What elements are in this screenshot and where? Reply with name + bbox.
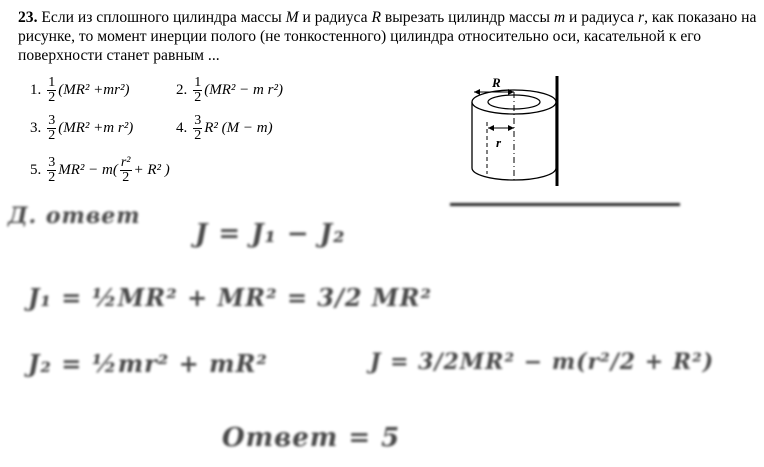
- solution-line-3-right: J = 3/2MR² − m(r²/2 + R²): [370, 349, 715, 375]
- option-expression-a: MR² − m(: [58, 162, 118, 178]
- problem-text-1: Если из сплошного цилиндра массы: [41, 9, 286, 26]
- option-number: 2.: [176, 82, 188, 98]
- fraction: [193, 114, 202, 143]
- answer-option-3[interactable]: [30, 114, 133, 143]
- option-expression-b: + R² ): [133, 162, 170, 178]
- numerator: r²: [120, 155, 131, 170]
- var-R: R: [371, 9, 381, 26]
- numerator: 3: [194, 113, 202, 128]
- answer-option-5[interactable]: [30, 156, 170, 185]
- blurred-handwritten-solution: [0, 185, 764, 467]
- option-number: 1.: [30, 82, 42, 98]
- cylinder-figure: [462, 70, 582, 190]
- numerator: 3: [48, 113, 56, 128]
- problem-text-3: вырезать цилиндр массы: [381, 9, 554, 26]
- label-r: r: [496, 135, 502, 150]
- answer-option-2[interactable]: [176, 76, 283, 105]
- option-expression: (MR² +m r²): [58, 120, 134, 136]
- denominator: 2: [122, 170, 130, 185]
- denominator: 2: [48, 90, 56, 105]
- solution-line-3-left: J₂ = ½mr² + mR²: [28, 349, 268, 378]
- numerator: 3: [48, 155, 56, 170]
- solution-line-2: J₁ = ½MR² + MR² = 3/2 MR²: [28, 283, 432, 312]
- solution-line-1-left: Д. ответ: [8, 203, 141, 229]
- var-M: M: [285, 9, 299, 26]
- numerator: 1: [48, 75, 56, 90]
- answer-option-1[interactable]: [30, 76, 129, 105]
- fraction: [47, 114, 56, 143]
- var-m: m: [553, 9, 566, 26]
- fraction: [47, 76, 56, 105]
- problem-text-4: и радиуса: [565, 9, 638, 26]
- fraction: [47, 156, 56, 185]
- option-number: 5.: [30, 162, 42, 178]
- solution-line-4: Ответ = 5: [222, 423, 401, 453]
- pixel-stroke: [450, 203, 680, 206]
- numerator: 1: [194, 75, 202, 90]
- option-expression: R² (M − m): [204, 120, 273, 136]
- solution-line-1-right: J = J₁ − J₂: [195, 219, 346, 249]
- problem-text-5: , как показано на рисунке, то момент инерции полого (не тонкостенного) цилиндра относительно оси, касательной к его поверхности станет равным ...: [18, 9, 757, 64]
- denominator: 2: [48, 170, 56, 185]
- fraction: [193, 76, 202, 105]
- problem-statement: [18, 8, 758, 65]
- option-number: 4.: [176, 120, 188, 136]
- inner-fraction: [120, 156, 132, 185]
- option-number: 3.: [30, 120, 42, 136]
- denominator: 2: [194, 90, 202, 105]
- option-expression: (MR² − m r²): [204, 82, 283, 98]
- denominator: 2: [194, 128, 202, 143]
- var-r: r: [637, 9, 645, 26]
- answer-option-4[interactable]: [176, 114, 273, 143]
- problem-text-2: и радиуса: [298, 9, 372, 26]
- denominator: 2: [48, 128, 56, 143]
- label-R: R: [492, 75, 501, 90]
- problem-number: 23.: [18, 9, 38, 26]
- option-expression: (MR² +mr²): [58, 82, 130, 98]
